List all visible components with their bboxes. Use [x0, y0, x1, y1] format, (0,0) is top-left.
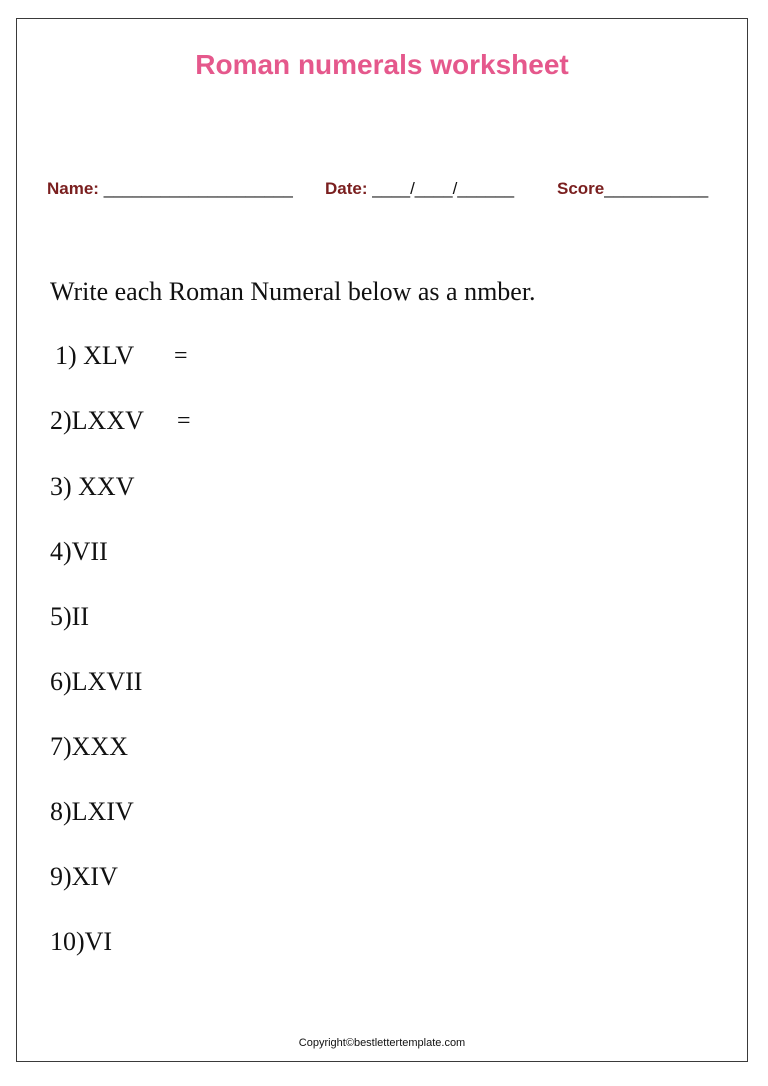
name-field: [47, 179, 293, 199]
equals-sign: =: [177, 408, 191, 434]
question-item: 8)LXIV: [50, 797, 134, 826]
score-field: [557, 179, 708, 199]
date-blank: ____/____/______: [372, 179, 515, 198]
question-item: 10)VI: [50, 927, 113, 956]
question-item: 3) XXV: [50, 472, 135, 501]
copyright-footer: Copyright©bestlettertemplate.com: [298, 1037, 466, 1049]
date-field: [325, 179, 514, 199]
question-item: 6)LXVII: [50, 667, 143, 696]
instruction-text: Write each Roman Numeral below as a nmber.: [50, 277, 536, 306]
question-item: 9)XIV: [50, 862, 118, 891]
question-item: 5)II: [50, 602, 89, 631]
question-item: 2)LXXV: [50, 406, 144, 435]
score-blank: ___________: [604, 179, 709, 198]
date-label: Date:: [325, 179, 368, 198]
question-item: 1) XLV: [55, 341, 135, 370]
worksheet-title: Roman numerals worksheet: [195, 49, 569, 80]
worksheet-page: [16, 18, 748, 1062]
name-blank: ____________________: [103, 179, 293, 198]
equals-sign: =: [174, 343, 188, 369]
score-label: Score: [557, 179, 605, 198]
question-item: 7)XXX: [50, 732, 128, 761]
name-label: Name:: [47, 179, 99, 198]
question-item: 4)VII: [50, 537, 108, 566]
